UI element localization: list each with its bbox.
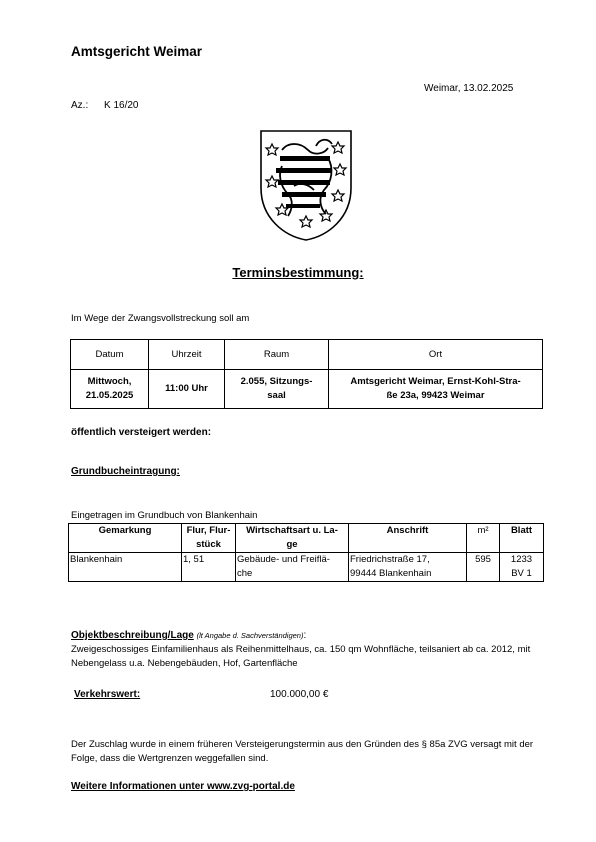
header-flur-line-2: stück — [196, 539, 221, 550]
blatt-line-2: BV 1 — [511, 568, 532, 579]
auction-statement: öffentlich versteigert werden: — [71, 427, 212, 438]
more-info-link[interactable]: Weitere Informationen unter www.zvg-portal.de — [71, 781, 295, 792]
market-value: 100.000,00 € — [270, 689, 329, 700]
object-heading-label: Objektbeschreibung/Lage — [71, 630, 194, 641]
header-date: Datum — [71, 340, 149, 370]
thuringia-coat-of-arms-icon — [258, 128, 354, 242]
market-value-label: Verkehrswert: — [74, 689, 141, 700]
cell-place — [329, 370, 543, 409]
appointment-row — [71, 370, 543, 409]
room-line-1: 2.055, Sitzungs- — [240, 376, 313, 387]
file-number: K 16/20 — [104, 100, 139, 111]
land-register-header-row — [69, 524, 544, 553]
object-source-note: (lt Angabe d. Sachverständigen) — [196, 631, 304, 640]
intro-text: Im Wege der Zwangsvollstreckung soll am — [71, 313, 250, 324]
wa-line-2: che — [237, 568, 253, 579]
address-line-1: Friedrichstraße 17, — [350, 554, 430, 565]
header-wa-line-2: ge — [286, 539, 298, 550]
cell-area: 595 — [467, 553, 500, 582]
object-description: Zweigeschossiges Einfamilienhaus als Reihenmittelhaus, ca. 150 qm Wohnfläche, teilsaniert ab ca. 2012, mit Nebengelass u.a. Nebengebäuden, Hof, Gartenfläche — [71, 644, 531, 669]
appointment-table — [70, 339, 543, 409]
cell-wirtschaftsart — [236, 553, 349, 582]
court-name: Amtsgericht Weimar — [71, 44, 203, 59]
address-line-2: 99444 Blankenhain — [350, 568, 432, 579]
header-anschrift: Anschrift — [349, 524, 467, 553]
cell-address — [349, 553, 467, 582]
cell-blatt — [500, 553, 544, 582]
header-flur — [182, 524, 236, 553]
header-area: m² — [467, 524, 500, 553]
header-blatt: Blatt — [500, 524, 544, 553]
place-line-1: Amtsgericht Weimar, Ernst-Kohl-Stra- — [350, 376, 521, 387]
appointment-header-row — [71, 340, 543, 370]
cell-room — [225, 370, 329, 409]
date-value: 21.05.2025 — [85, 390, 134, 401]
blatt-line-1: 1233 — [510, 554, 533, 565]
wa-line-1: Gebäude- und Freiflä- — [237, 554, 330, 565]
land-register-row — [69, 553, 544, 582]
place-line-2: ße 23a, 99423 Weimar — [386, 390, 485, 401]
date-weekday: Mittwoch, — [87, 376, 132, 387]
land-register-heading: Grundbucheintragung: — [71, 466, 180, 477]
header-gemarkung: Gemarkung — [69, 524, 182, 553]
object-heading-colon: : — [303, 630, 307, 641]
legal-note: Der Zuschlag wurde in einem früheren Versteigerungstermin aus den Gründen des § 85a ZVG versagt mit der Folge, dass die Wertgrenzen weggefallen sind. — [71, 739, 534, 764]
header-flur-line-1: Flur, Flur- — [186, 525, 231, 536]
header-room: Raum — [225, 340, 329, 370]
cell-flur: 1, 51 — [182, 553, 236, 582]
place-and-date: Weimar, 13.02.2025 — [424, 83, 514, 94]
land-register-intro: Eingetragen im Grundbuch von Blankenhain — [71, 510, 258, 521]
header-time: Uhrzeit — [149, 340, 225, 370]
document-title: Terminsbestimmung: — [232, 265, 364, 280]
file-number-label: Az.: — [71, 100, 89, 111]
land-register-table — [68, 523, 544, 582]
header-wa-line-1: Wirtschaftsart u. La- — [246, 525, 338, 536]
cell-gemarkung: Blankenhain — [69, 553, 182, 582]
object-heading — [71, 630, 306, 641]
cell-time: 11:00 Uhr — [149, 370, 225, 409]
cell-date — [71, 370, 149, 409]
room-line-2: saal — [267, 390, 286, 401]
header-place: Ort — [329, 340, 543, 370]
header-wirtschaftsart — [236, 524, 349, 553]
